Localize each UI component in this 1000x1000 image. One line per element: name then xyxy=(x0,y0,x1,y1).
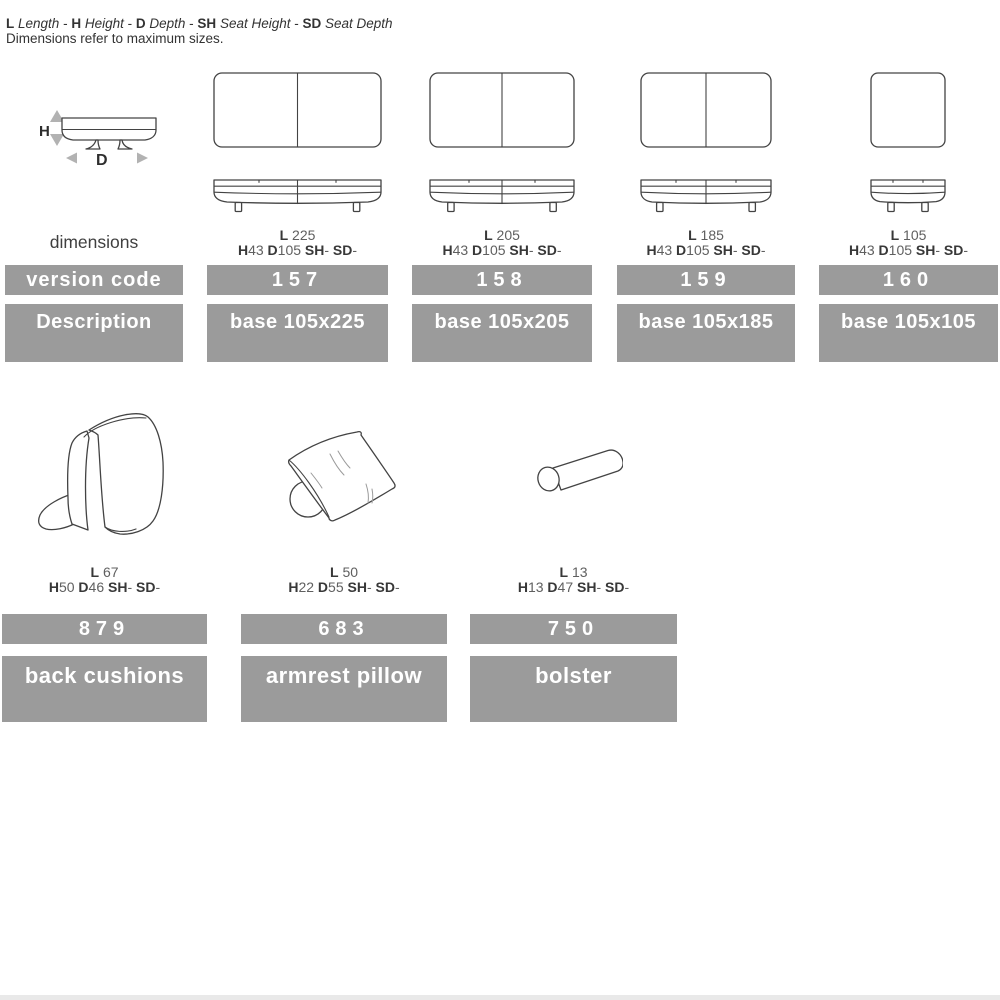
dimensions-row-label: dimensions xyxy=(49,232,139,252)
dim-label: SH xyxy=(713,242,733,258)
description-badge: back cushions xyxy=(2,656,207,722)
legend-abbr: H xyxy=(71,16,82,31)
base-leg xyxy=(235,203,241,212)
dim-label: D xyxy=(676,242,687,258)
dim-label: L xyxy=(90,564,100,580)
arrow-right-icon xyxy=(137,153,148,164)
base-leg xyxy=(657,203,663,212)
dim-value: - xyxy=(155,579,161,595)
dim-value: 105 xyxy=(277,242,302,258)
legend-word: Depth xyxy=(149,16,186,31)
dim-label: H xyxy=(517,579,528,595)
dim-label: H xyxy=(646,242,657,258)
dim-label: H xyxy=(848,242,860,258)
dim-label: SD xyxy=(136,579,156,595)
dim-label: H xyxy=(288,579,299,595)
legend-word: Height xyxy=(84,16,124,31)
sofa-side-leg xyxy=(86,140,100,149)
dim-label: L xyxy=(688,227,697,243)
accessory-2-dimensions xyxy=(241,565,447,595)
base-3-dimensions xyxy=(617,228,795,258)
dim-label: L xyxy=(484,227,493,243)
dim-label: D xyxy=(472,242,483,258)
dim-label: H xyxy=(237,242,249,258)
dim-label: SD xyxy=(741,242,761,258)
dim-value: 13 xyxy=(571,564,588,580)
base-front-view-drawing xyxy=(640,179,772,213)
dim-label: D xyxy=(267,242,278,258)
dim-value: - xyxy=(394,579,400,595)
legend-note: Dimensions refer to maximum sizes. xyxy=(6,31,224,46)
description-badge: armrest pillow xyxy=(241,656,447,722)
dim-value: 105 xyxy=(903,227,927,243)
version-code-row-label: version code xyxy=(5,265,183,295)
dim-label: SH xyxy=(304,242,325,258)
base-leg xyxy=(749,203,755,212)
dim-label: L xyxy=(559,564,569,580)
version-code-badge: 750 xyxy=(470,614,677,644)
description-badge: base 105x225 xyxy=(207,304,388,362)
base-top-view-drawing xyxy=(213,72,382,148)
description-badge: bolster xyxy=(470,656,677,722)
base-4-dimensions xyxy=(819,228,998,258)
base-top-view-drawing xyxy=(640,72,772,148)
version-code-badge: 159 xyxy=(617,265,795,295)
dim-value: - xyxy=(596,579,602,595)
base-top-view-drawing xyxy=(429,72,575,148)
dim-value: - xyxy=(760,242,766,258)
dim-label: L xyxy=(890,227,900,243)
dim-label: SD xyxy=(375,579,395,595)
dim-value: 22 xyxy=(298,579,315,595)
dim-value: 43 xyxy=(859,242,875,258)
bolster-drawing xyxy=(527,446,623,500)
legend-abbr: SD xyxy=(302,16,322,31)
dim-label: D xyxy=(78,579,89,595)
dim-value: 50 xyxy=(58,579,75,595)
dim-label: SH xyxy=(509,242,529,258)
dim-value: 43 xyxy=(452,242,469,258)
legend-abbr: D xyxy=(135,16,146,31)
dim-value: 105 xyxy=(888,242,913,258)
dim-label: D xyxy=(547,579,558,595)
dim-label: L xyxy=(279,227,289,243)
description-badge: base 105x185 xyxy=(617,304,795,362)
dim-value: 50 xyxy=(342,564,359,580)
description-badge: base 105x105 xyxy=(819,304,998,362)
base-leg xyxy=(448,203,454,212)
description-badge: base 105x205 xyxy=(412,304,592,362)
sofa-side-leg xyxy=(118,140,132,149)
dim-value: 205 xyxy=(496,227,520,243)
dim-value: 43 xyxy=(248,242,264,258)
description-row-label: Description xyxy=(5,304,183,362)
dim-value: 105 xyxy=(482,242,506,258)
legend-word: Seat Height xyxy=(219,16,291,31)
h-label: H xyxy=(39,123,50,140)
dim-value: - xyxy=(732,242,738,258)
legend-word: Seat Depth xyxy=(325,16,393,31)
base-leg xyxy=(550,203,556,212)
dim-value: - xyxy=(935,242,941,258)
dim-label: SH xyxy=(577,579,597,595)
legend-abbreviations xyxy=(6,16,393,31)
version-code-badge: 879 xyxy=(2,614,207,644)
dim-value: - xyxy=(624,579,630,595)
version-code-badge: 157 xyxy=(207,265,388,295)
dim-value: - xyxy=(352,242,358,258)
dim-value: - xyxy=(324,242,330,258)
version-code-badge: 683 xyxy=(241,614,447,644)
dim-value: 67 xyxy=(102,564,119,580)
dim-label: L xyxy=(329,564,339,580)
dim-value: 46 xyxy=(88,579,105,595)
dim-value: - xyxy=(127,579,133,595)
legend-abbr: SH xyxy=(197,16,217,31)
dim-label: SH xyxy=(108,579,128,595)
dim-label: D xyxy=(878,242,889,258)
armrest-pillow-drawing xyxy=(278,427,420,539)
dim-label: SD xyxy=(943,242,964,258)
back-cushion-drawing xyxy=(32,398,184,546)
dim-label: SD xyxy=(605,579,625,595)
dim-label: SD xyxy=(537,242,557,258)
base-front-view-drawing xyxy=(870,179,946,213)
dim-label: D xyxy=(317,579,329,595)
dim-value: 55 xyxy=(328,579,344,595)
arrow-left-icon xyxy=(66,153,77,164)
height-depth-diagram xyxy=(38,103,170,169)
base-leg xyxy=(888,203,894,212)
dim-label: SH xyxy=(347,579,367,595)
legend-separator: - xyxy=(290,16,303,31)
base-2-dimensions xyxy=(412,228,592,258)
dim-value: 43 xyxy=(656,242,673,258)
base-leg xyxy=(922,203,928,212)
legend-separator: - xyxy=(59,16,72,31)
dim-value: 47 xyxy=(557,579,574,595)
base-top-view-drawing xyxy=(870,72,946,148)
dim-value: 185 xyxy=(700,227,724,243)
dim-value: - xyxy=(963,242,969,258)
dim-value: - xyxy=(528,242,534,258)
d-label: D xyxy=(96,152,108,169)
base-front-view-drawing xyxy=(213,179,382,213)
base-1-dimensions xyxy=(207,228,388,258)
legend-abbr: L xyxy=(6,16,15,31)
dim-label: SH xyxy=(915,242,936,258)
dim-label: H xyxy=(48,579,59,595)
legend xyxy=(6,16,393,46)
legend-separator: - xyxy=(123,16,136,31)
arrow-down-icon xyxy=(50,134,64,146)
accessory-1-dimensions xyxy=(2,565,207,595)
accessory-3-dimensions xyxy=(470,565,677,595)
dim-value: - xyxy=(366,579,372,595)
dim-value: 225 xyxy=(292,227,316,243)
dim-value: 105 xyxy=(686,242,710,258)
base-leg xyxy=(353,203,359,212)
version-code-badge: 158 xyxy=(412,265,592,295)
legend-separator: - xyxy=(185,16,198,31)
dim-label: SD xyxy=(332,242,353,258)
legend-word: Length xyxy=(18,16,60,31)
dim-value: 13 xyxy=(527,579,544,595)
dim-label: H xyxy=(442,242,453,258)
page-bottom-edge xyxy=(0,995,1000,1000)
dim-value: - xyxy=(556,242,562,258)
base-front-view-drawing xyxy=(429,179,575,213)
version-code-badge: 160 xyxy=(819,265,998,295)
